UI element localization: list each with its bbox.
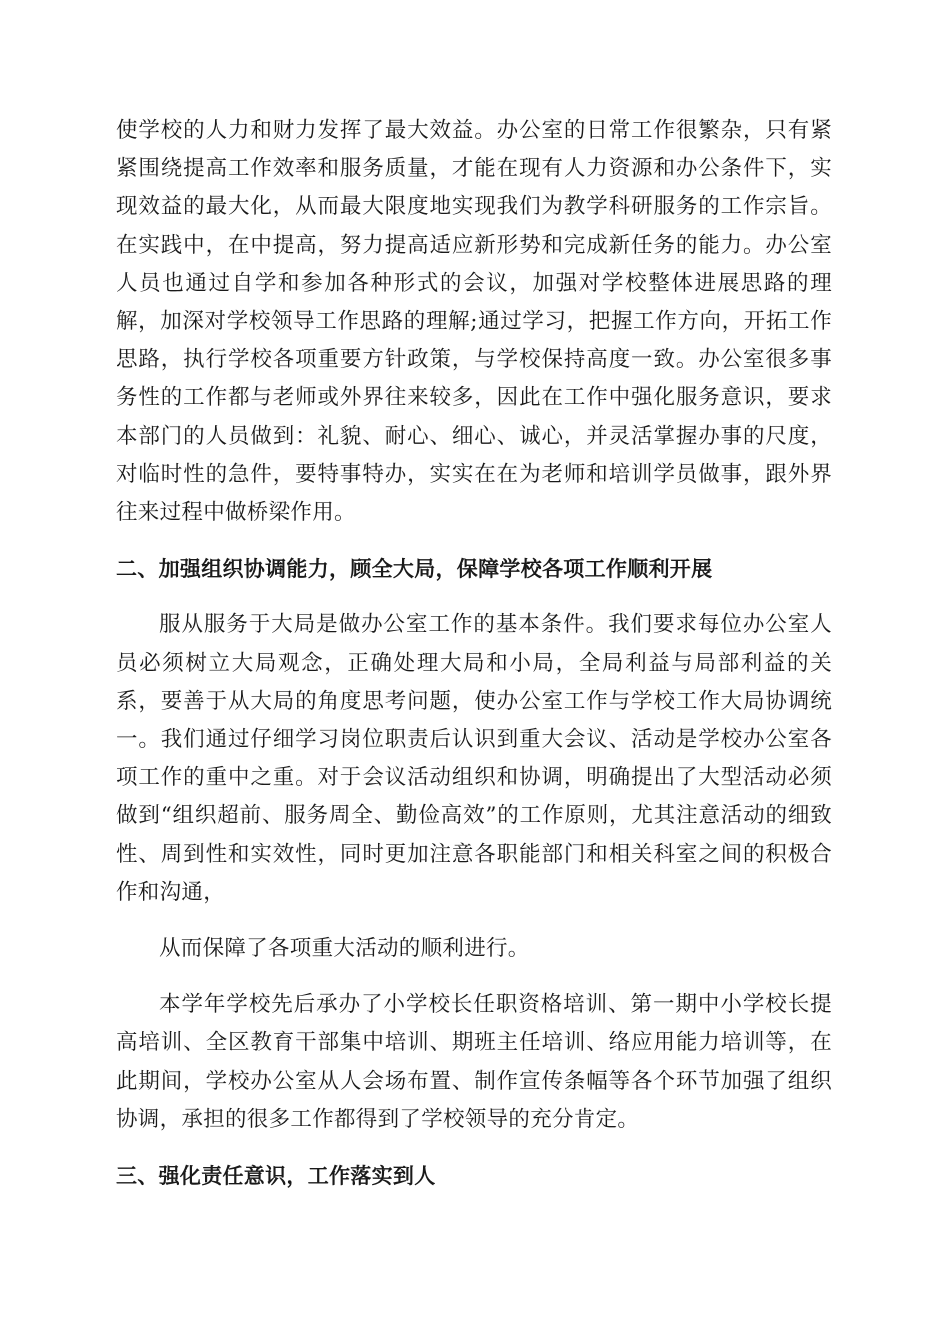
section-heading-coordination: 二、加强组织协调能力，顾全大局，保障学校各项工作顺利开展 bbox=[116, 557, 713, 582]
document-page bbox=[116, 112, 832, 1195]
section-heading-responsibility: 三、强化责任意识，工作落实到人 bbox=[116, 1164, 436, 1189]
body-paragraph-efficiency: 使学校的人力和财力发挥了最大效益。办公室的日常工作很繁杂，只有紧紧围绕提高工作效率和服务质量，才能在现有人力资源和办公条件下，实现效益的最大化，从而最大限度地实现我们为教学科研服务的工作宗旨。在实践中，在中提高，努力提高适应新形势和完成新任务的能力。办公室人员也通过自学和参加各种形式的会议，加强对学校整体进展思路的理解，加深对学校领导工作思路的理解;通过学习，把握工作方向，开拓工作思路，执行学校各项重要方针政策，与学校保持高度一致。办公室很多事务性的工作都与老师或外界往来较多，因此在工作中强化服务意识，要求本部门的人员做到：礼貌、耐心、细心、诚心，并灵活掌握办事的尺度，对临时性的急件，要特事特办，实实在在为老师和培训学员做事，跟外界往来过程中做桥梁作用。 bbox=[116, 118, 832, 526]
body-paragraph-overall-situation: 服从服务于大局是做办公室工作的基本条件。我们要求每位办公室人员必须树立大局观念，正确处理大局和小局，全局利益与局部利益的关系，要善于从大局的角度思考问题，使办公室工作与学校工作大局协调统一。我们通过仔细学习岗位职责后认识到重大会议、活动是学校办公室各项工作的重中之重。对于会议活动组织和协调，明确提出了大型活动必须做到“组织超前、服务周全、勤俭高效”的工作原则，尤其注意活动的细致性、周到性和实效性，同时更加注意各职能部门和相关科室之间的积极合作和沟通， bbox=[116, 612, 832, 905]
body-paragraph-activities: 从而保障了各项重大活动的顺利进行。 bbox=[159, 936, 530, 962]
body-paragraph-training: 本学年学校先后承办了小学校长任职资格培训、第一期中小学校长提高培训、全区教育干部集中培训、期班主任培训、络应用能力培训等，在此期间，学校办公室从人会场布置、制作宣传条幅等各个环节加强了组织协调，承担的很多工作都得到了学校领导的充分肯定。 bbox=[116, 992, 832, 1132]
